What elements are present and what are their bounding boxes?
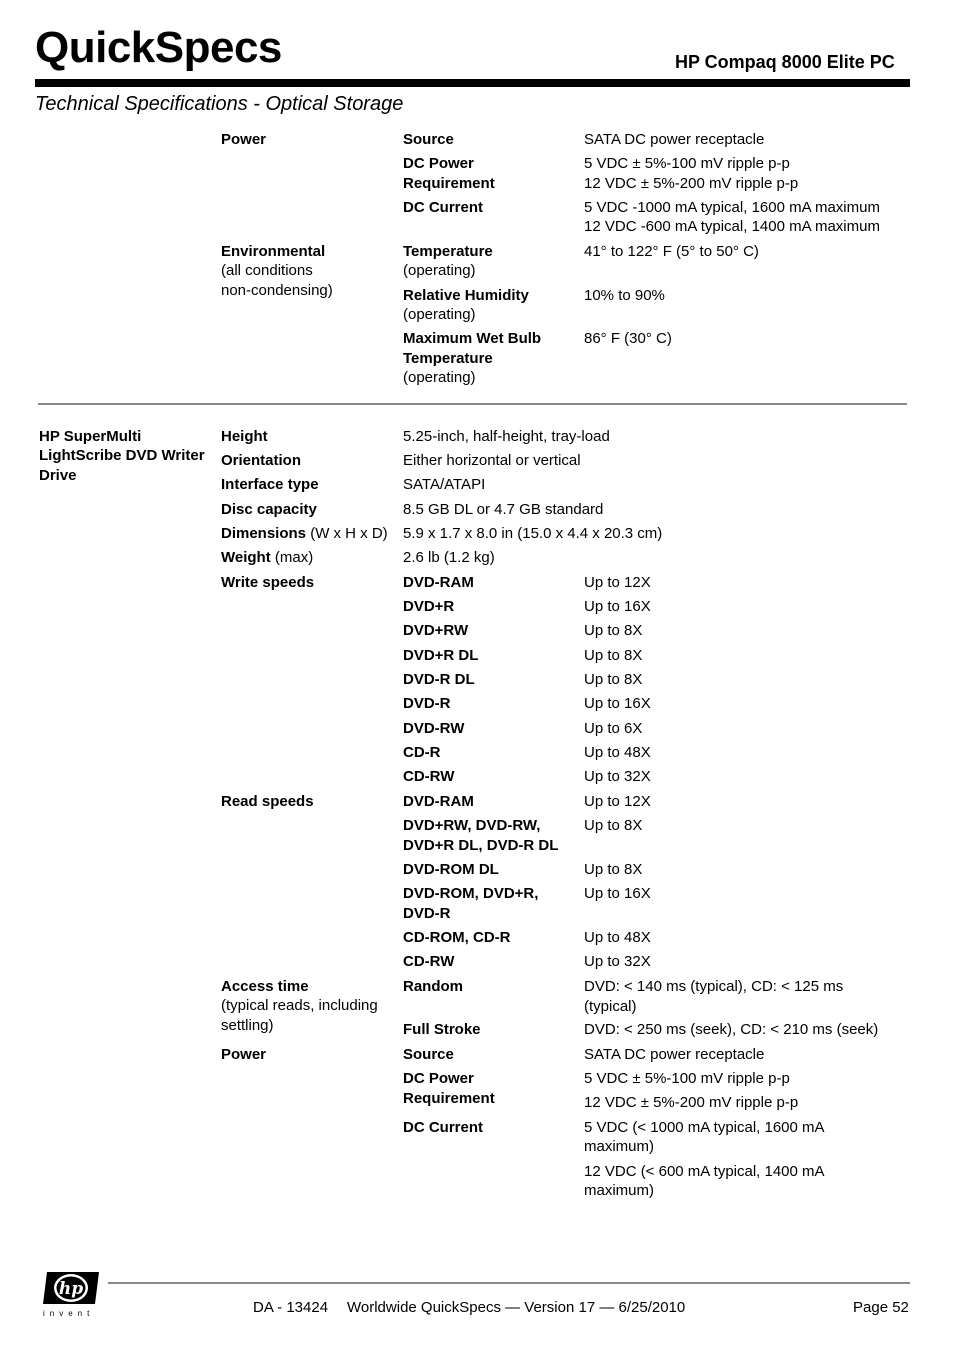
temperature-note: (operating) (403, 262, 476, 279)
wet-bulb-value: 86° F (30° C) (584, 330, 672, 347)
source-value: SATA DC power receptacle (584, 131, 765, 148)
drive-dc-current-value-4: maximum) (584, 1182, 654, 1199)
access-time-note: (typical reads, including (221, 997, 378, 1014)
read-media-line-2: DVD+R DL, DVD-R DL (403, 837, 559, 854)
dc-power-value-2: 12 VDC ± 5%-200 mV ripple p-p (584, 175, 799, 192)
write-speed: Up to 12X (584, 574, 651, 591)
write-speed: Up to 8X (584, 647, 643, 664)
disc-capacity-value: 8.5 GB DL or 4.7 GB standard (403, 501, 604, 518)
full-stroke-label: Full Stroke (403, 1021, 481, 1038)
weight-value: 2.6 lb (1.2 kg) (403, 549, 495, 566)
environmental-heading: Environmental (221, 243, 326, 260)
humidity-value: 10% to 90% (584, 287, 665, 304)
read-media: CD-RW (403, 953, 455, 970)
hp-logo-icon (41, 1270, 101, 1306)
read-media: DVD-ROM, DVD+R, (403, 885, 539, 902)
write-media: DVD-R DL (403, 671, 475, 688)
random-value-2: (typical) (584, 998, 637, 1015)
weight-label: Weight (221, 549, 271, 566)
hp-logo-text: hp (58, 1279, 84, 1299)
read-media: DVD+RW, DVD-RW, (403, 817, 541, 834)
environmental-note: (all conditions (221, 262, 313, 279)
drive-dc-power-label: DC Power (403, 1070, 474, 1087)
drive-power-heading: Power (221, 1046, 267, 1063)
write-speed: Up to 48X (584, 744, 651, 761)
weight-label-group (221, 548, 313, 568)
page-title: QuickSpecs (35, 23, 282, 72)
write-speed: Up to 6X (584, 720, 643, 737)
header-rule (35, 79, 910, 87)
product-label-2: LightScribe DVD Writer (39, 447, 205, 464)
read-speed: Up to 48X (584, 929, 651, 946)
wet-bulb-note: (operating) (403, 369, 476, 386)
temperature-label: Temperature (403, 243, 493, 260)
dc-current-label: DC Current (403, 199, 484, 216)
read-media: DVD-ROM DL (403, 861, 499, 878)
drive-source-value: SATA DC power receptacle (584, 1046, 765, 1063)
write-media: DVD-RAM (403, 574, 474, 591)
write-media: CD-R (403, 744, 441, 761)
write-media: CD-RW (403, 768, 455, 785)
write-media: DVD-RW (403, 720, 465, 737)
temperature-value: 41° to 122° F (5° to 50° C) (584, 243, 759, 260)
footer-rule (108, 1282, 910, 1284)
dimensions-label-group (221, 524, 388, 544)
dc-current-value: 5 VDC -1000 mA typical, 1600 mA maximum (584, 199, 880, 216)
environmental-note-2: non-condensing) (221, 282, 333, 299)
write-media: DVD+R DL (403, 647, 479, 664)
product-label: HP SuperMulti (39, 428, 142, 445)
orientation-label: Orientation (221, 452, 302, 469)
dimensions-value: 5.9 x 1.7 x 8.0 in (15.0 x 4.4 x 20.3 cm) (403, 525, 663, 542)
drive-dc-power-label-2: Requirement (403, 1090, 495, 1107)
invent-tagline: invent (43, 1309, 95, 1318)
drive-dc-power-value: 5 VDC ± 5%-100 mV ripple p-p (584, 1070, 790, 1087)
drive-source-label: Source (403, 1046, 454, 1063)
write-media: DVD-R (403, 695, 451, 712)
read-speed: Up to 32X (584, 953, 651, 970)
dimensions-note: (W x H x D) (306, 525, 388, 542)
height-label: Height (221, 428, 268, 445)
read-speed: Up to 12X (584, 793, 651, 810)
section-divider (38, 403, 907, 405)
interface-label: Interface type (221, 476, 319, 493)
read-media: CD-ROM, CD-R (403, 929, 511, 946)
drive-dc-current-value: 5 VDC (< 1000 mA typical, 1600 mA (584, 1119, 825, 1136)
write-speed: Up to 16X (584, 695, 651, 712)
interface-value: SATA/ATAPI (403, 476, 486, 493)
access-time-label: Access time (221, 978, 309, 995)
dc-power-value: 5 VDC ± 5%-100 mV ripple p-p (584, 155, 790, 172)
write-speed: Up to 8X (584, 622, 643, 639)
page-number: Page 52 (853, 1299, 909, 1316)
random-value: DVD: < 140 ms (typical), CD: < 125 ms (584, 978, 844, 995)
read-speeds-label: Read speeds (221, 793, 314, 810)
height-value: 5.25-inch, half-height, tray-load (403, 428, 610, 445)
power-heading: Power (221, 131, 267, 148)
write-media: DVD+R (403, 598, 455, 615)
humidity-label: Relative Humidity (403, 287, 529, 304)
random-label: Random (403, 978, 463, 995)
read-speed: Up to 8X (584, 861, 643, 878)
full-stroke-value: DVD: < 250 ms (seek), CD: < 210 ms (seek) (584, 1021, 879, 1038)
product-label-3: Drive (39, 467, 77, 484)
disc-capacity-label: Disc capacity (221, 501, 317, 518)
dc-current-value-2: 12 VDC -600 mA typical, 1400 mA maximum (584, 218, 880, 235)
access-time-note-2: settling) (221, 1017, 274, 1034)
drive-dc-current-value-3: 12 VDC (< 600 mA typical, 1400 mA (584, 1163, 825, 1180)
write-speed: Up to 16X (584, 598, 651, 615)
read-speed: Up to 8X (584, 817, 643, 834)
read-speed: Up to 16X (584, 885, 651, 902)
orientation-value: Either horizontal or vertical (403, 452, 581, 469)
wet-bulb-label-2: Temperature (403, 350, 493, 367)
read-media-line-2: DVD-R (403, 905, 451, 922)
read-media: DVD-RAM (403, 793, 474, 810)
write-media: DVD+RW (403, 622, 469, 639)
humidity-note: (operating) (403, 306, 476, 323)
drive-dc-current-label: DC Current (403, 1119, 484, 1136)
drive-dc-current-value-2: maximum) (584, 1138, 654, 1155)
source-label: Source (403, 131, 454, 148)
section-subtitle: Technical Specifications - Optical Storage (35, 93, 404, 115)
drive-dc-power-value-2: 12 VDC ± 5%-200 mV ripple p-p (584, 1094, 799, 1111)
wet-bulb-label: Maximum Wet Bulb (403, 330, 542, 347)
product-name: HP Compaq 8000 Elite PC (675, 52, 895, 72)
write-speed: Up to 32X (584, 768, 651, 785)
write-speeds-label: Write speeds (221, 574, 315, 591)
dimensions-label: Dimensions (221, 525, 307, 542)
dc-power-label: DC Power (403, 155, 474, 172)
doc-title: Worldwide QuickSpecs — Version 17 — 6/25/2010 (347, 1299, 686, 1316)
write-speed: Up to 8X (584, 671, 643, 688)
dc-power-label-2: Requirement (403, 175, 495, 192)
weight-note: (max) (270, 549, 314, 566)
doc-id: DA - 13424 (253, 1299, 329, 1316)
